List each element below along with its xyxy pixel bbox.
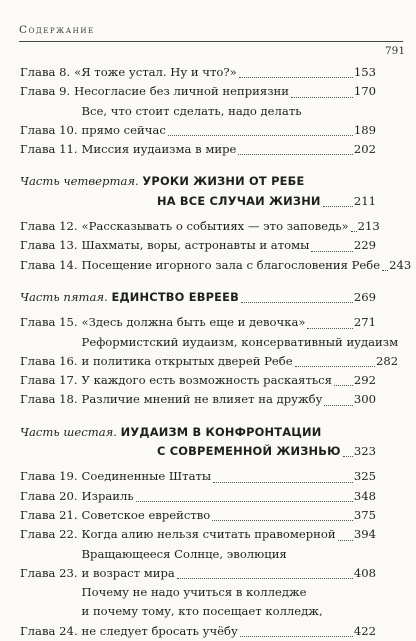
chapter-title: и возраст мира: [81, 565, 175, 580]
dot-leader: [311, 251, 353, 252]
dot-leader: [212, 520, 353, 521]
header-rule: [19, 41, 403, 42]
chapter-page: 170: [353, 84, 376, 99]
dot-leader: [323, 206, 353, 207]
chapter-number: Глава 18.: [20, 392, 78, 407]
chapter-title: и политика открытых дверей Ребе: [81, 353, 293, 368]
part-title-line2: С СОВРЕМЕННОЙ ЖИЗНЬЮ: [157, 444, 341, 459]
toc-entry-ch16[interactable]: [20, 333, 399, 372]
chapter-title: У каждого есть возможность раскаяться: [81, 373, 332, 388]
chapter-title: Советское еврейство: [81, 507, 211, 522]
chapter-number: Глава 21.: [20, 507, 78, 522]
running-title: Содержание: [19, 24, 95, 36]
toc-entry-ch22[interactable]: [20, 525, 376, 544]
chapter-page: 213: [357, 219, 380, 234]
part-label: Часть шестая.: [20, 424, 117, 439]
dot-leader: [324, 405, 352, 406]
page-number: 791: [384, 45, 405, 57]
dot-leader: [334, 385, 353, 386]
chapter-number: Глава 9.: [20, 84, 71, 99]
toc-entry-ch20[interactable]: [20, 487, 376, 506]
toc-entry-ch21[interactable]: [20, 506, 376, 525]
chapter-title: Израиль: [81, 488, 134, 503]
chapter-number: Глава 16.: [20, 353, 78, 368]
chapter-page: 394: [353, 527, 376, 542]
toc-entry-ch24[interactable]: [20, 583, 376, 641]
chapter-number: Глава 22.: [20, 527, 78, 542]
chapter-number: Глава 23.: [20, 565, 78, 580]
dot-leader: [307, 328, 352, 329]
toc-part-6[interactable]: [20, 423, 376, 462]
chapter-page: 271: [353, 315, 376, 330]
dot-leader: [240, 636, 353, 637]
part-label: Часть четвертая.: [20, 174, 139, 189]
chapter-number: Глава 14.: [20, 257, 78, 272]
dot-leader: [213, 482, 353, 483]
chapter-page: 202: [353, 142, 376, 157]
chapter-title-line: Реформистский иудаизм, консервативный иудаизм: [81, 334, 399, 349]
chapter-title: Несогласие без личной неприязни: [74, 84, 289, 99]
toc-entry-ch8[interactable]: [20, 63, 376, 82]
dot-leader: [238, 154, 353, 155]
toc-entry-ch23[interactable]: [20, 545, 376, 584]
chapter-page: 229: [353, 238, 376, 253]
toc-part-4[interactable]: [20, 172, 376, 211]
chapter-number: Глава 19.: [20, 469, 78, 484]
chapter-page: 300: [353, 392, 376, 407]
chapter-title: Различие мнений не влияет на дружбу: [81, 392, 323, 407]
dot-leader: [168, 135, 353, 136]
chapter-title: Посещение игорного зала с благословения Ребе: [81, 257, 381, 272]
toc-entry-ch10[interactable]: [20, 102, 376, 141]
dot-leader: [291, 97, 353, 98]
table-of-contents: [20, 63, 412, 641]
chapter-page: 282: [375, 353, 399, 368]
chapter-title-line: Вращающееся Солнце, эволюция: [81, 546, 287, 561]
chapter-title: «Здесь должна быть еще и девочка»: [81, 315, 306, 330]
toc-entry-ch14[interactable]: [20, 256, 412, 275]
toc-entry-ch18[interactable]: [20, 390, 376, 409]
chapter-page: 408: [353, 565, 376, 580]
chapter-title: Шахматы, воры, астронавты и атомы: [81, 238, 310, 253]
toc-entry-ch11[interactable]: [20, 140, 376, 159]
chapter-number: Глава 8.: [20, 65, 71, 79]
dot-leader: [382, 270, 388, 271]
chapter-title-line: Почему не надо учиться в колледже: [81, 585, 307, 600]
toc-entry-ch12[interactable]: [20, 217, 380, 236]
part-title: УРОКИ ЖИЗНИ ОТ РЕБЕ: [142, 174, 305, 189]
chapter-title-line-2: и почему тому, кто посещает колледж,: [81, 604, 323, 619]
part-title: ЕДИНСТВО ЕВРЕЕВ: [111, 289, 239, 304]
chapter-page: 189: [353, 122, 376, 137]
chapter-title: Соединенные Штаты: [81, 469, 212, 484]
chapter-title: «Я тоже устал. Ну и что?»: [74, 65, 237, 79]
toc-entry-ch9[interactable]: [20, 82, 376, 101]
chapter-page: 243: [389, 257, 412, 272]
chapter-number: Глава 11.: [20, 142, 78, 157]
dot-leader: [136, 501, 353, 502]
chapter-number: Глава 17.: [20, 373, 78, 388]
dot-leader: [177, 578, 353, 579]
toc-entry-ch13[interactable]: [20, 236, 376, 255]
chapter-page: 292: [353, 373, 376, 388]
chapter-title: «Рассказывать о событиях — это заповедь»: [81, 219, 349, 234]
chapter-number: Глава 24.: [20, 623, 78, 638]
chapter-page: 422: [353, 623, 376, 638]
chapter-title: прямо сейчас: [81, 122, 166, 137]
part-page: 323: [353, 444, 376, 459]
toc-entry-ch17[interactable]: [20, 371, 376, 390]
part-title: ИУДАИЗМ В КОНФРОНТАЦИИ: [120, 424, 322, 439]
chapter-page: 153: [353, 65, 376, 79]
chapter-number: Глава 15.: [20, 315, 78, 330]
part-page: 211: [353, 193, 376, 208]
toc-part-5[interactable]: [20, 288, 376, 307]
chapter-page: 325: [353, 469, 376, 484]
dot-leader: [295, 366, 375, 367]
dot-leader: [343, 456, 353, 457]
chapter-title: Когда алию нельзя считать правомерной: [81, 527, 336, 542]
chapter-title-line: Все, что стоит сделать, надо делать: [81, 103, 302, 118]
chapter-number: Глава 13.: [20, 238, 78, 253]
toc-entry-ch19[interactable]: [20, 467, 376, 486]
dot-leader: [338, 540, 353, 541]
dot-leader: [239, 77, 353, 78]
chapter-title: Миссия иудаизма в мире: [81, 142, 237, 157]
chapter-number: Глава 12.: [20, 219, 78, 234]
chapter-number: Глава 10.: [20, 122, 78, 137]
part-title-line2: НА ВСЕ СЛУЧАИ ЖИЗНИ: [157, 193, 321, 208]
part-label: Часть пятая.: [20, 289, 108, 304]
chapter-number: Глава 20.: [20, 488, 78, 503]
dot-leader: [351, 231, 357, 232]
dot-leader: [241, 302, 353, 303]
part-page: 269: [353, 289, 376, 304]
chapter-page: 348: [353, 488, 376, 503]
toc-entry-ch15[interactable]: [20, 313, 376, 332]
chapter-page: 375: [353, 507, 376, 522]
chapter-title: не следует бросать учёбу: [81, 623, 238, 638]
